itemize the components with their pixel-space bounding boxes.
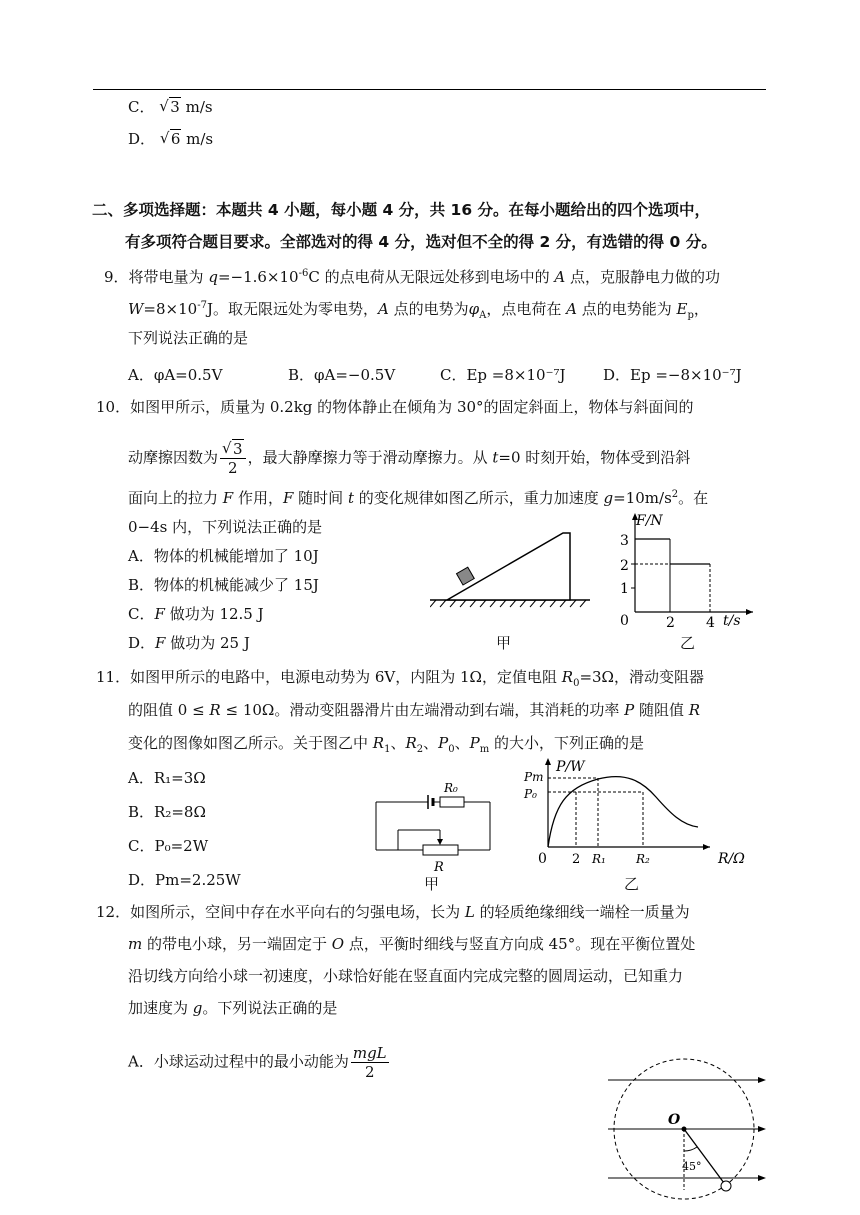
q9-line1: 9．将带电量为 $q=-1.6\times 10^{-6}C$ 的点电荷从无限远处移到电场中的 A 点，克服静电力做的功 — [104, 268, 720, 286]
option-d-root: 6 — [170, 130, 181, 148]
q12-line4: 加速度为 g。下列说法正确的是 — [128, 999, 338, 1017]
fraction-sqrt3-over-2: √ $\frac{3}{2}$ — [220, 440, 246, 477]
rheostat-icon — [423, 845, 458, 855]
svg-text:4: 4 — [706, 615, 715, 630]
option-c-root: 3 — [170, 98, 180, 116]
svg-text:R₂: R₂ — [636, 852, 650, 866]
q11-option-c: C．P₀=2W — [128, 837, 209, 855]
header-rule — [93, 89, 766, 90]
option-c-unit: m/s — [185, 98, 213, 116]
q10-line4: 0−4s 内，下列说法正确的是 — [128, 518, 323, 536]
ball-icon — [721, 1181, 731, 1191]
q9-option-b: B．φA=−0.5V — [288, 366, 396, 384]
q11-line2: 的阻值 0 ≤ R ≤ 10Ω。滑动变阻器滑片由左端滑动到右端，其消耗的功率 P 随阻值 R — [128, 701, 701, 719]
q12-line2: m 的带电小球，另一端固定于 O 点，平衡时细线与竖直方向成 45°。现在平衡位置处 — [128, 935, 696, 953]
section-heading-line1: 二、多项选择题：本题共 4 小题，每小题 4 分，共 16 分。在每小题给出的四个选项中， — [92, 201, 711, 219]
q10-number: 10． — [96, 398, 131, 416]
q12-line1: 12．如图所示，空间中存在水平向右的匀强电场，长为 L 的轻质绝缘细线一端栓一质量为 — [96, 903, 690, 921]
q11-fig-yi-label: 乙 — [624, 875, 640, 893]
angle-label: 45° — [682, 1160, 702, 1173]
q10-line1: 10．如图甲所示，质量为 0.2kg 的物体静止在倾角为 30°的固定斜面上，物体与斜面间的 — [96, 398, 694, 416]
q12-line3: 沿切线方向给小球一初速度，小球恰好能在竖直面内完成完整的圆周运动，已知重力 — [128, 967, 684, 985]
q12-number: 12． — [96, 903, 131, 921]
f-t-ylabel: F/N — [636, 513, 663, 529]
p-r-graph — [520, 755, 760, 867]
q9-number: 9． — [104, 268, 129, 286]
slider-arrow-icon — [437, 839, 443, 845]
circuit-figure — [368, 778, 498, 873]
sqrt-symbol — [159, 97, 181, 117]
option-c — [128, 97, 213, 117]
q11-option-d: D．Pm=2.25W — [128, 871, 241, 889]
q10-option-c: C．F 做功为 12.5 J — [128, 605, 264, 623]
q10-option-b: B．物体的机械能减少了 15J — [128, 576, 319, 594]
svg-text:R₁: R₁ — [592, 852, 606, 866]
svg-text:0: 0 — [620, 613, 629, 629]
r-label: R — [434, 860, 444, 873]
svg-text:2: 2 — [666, 615, 675, 630]
f-t-graph — [610, 510, 760, 630]
f-t-xlabel: t/s — [723, 613, 741, 629]
q11-line1: 11．如图甲所示的电路中，电源电动势为 6V，内阻为 1Ω，定值电阻 $R_0=3\Omega$，滑动变阻器 — [96, 668, 704, 689]
option-d-unit: m/s — [186, 130, 214, 148]
option-d — [128, 129, 213, 149]
p-r-xlabel: R/Ω — [718, 851, 745, 867]
section-heading-line2: 有多项符合题目要求。全部选对的得 4 分，选对但不全的得 2 分，有选错的得 0 分。 — [125, 233, 717, 251]
q10-line3: 面向上的拉力 F 作用，F 随时间 t 的变化规律如图乙所示，重力加速度 $g=10m/s^2$。在 — [128, 489, 709, 507]
svg-text:0: 0 — [538, 851, 547, 867]
resistor-r0-icon — [440, 797, 464, 807]
q9-line3: 下列说法正确的是 — [128, 329, 249, 347]
block-icon — [457, 567, 475, 585]
o-label: O — [668, 1112, 681, 1128]
q9-line2: $W=8\times 10^{-7}J$。取无限远处为零电势，A 点的电势为$\varphi_A$，点电荷在 A 点的电势能为 $E_p$， — [128, 300, 709, 321]
q9-option-d: D．Ep =−8×10⁻⁷J — [603, 366, 742, 384]
svg-text:Pm: Pm — [524, 770, 544, 784]
r0-label: R₀ — [444, 781, 458, 795]
q12-option-a: A．小球运动过程中的最小动能为 $\frac{\text{mgL}}{2}$ — [128, 1044, 387, 1081]
q10-option-a: A．物体的机械能增加了 10J — [128, 547, 319, 565]
svg-text:2: 2 — [572, 852, 581, 867]
svg-text:2: 2 — [620, 558, 629, 574]
q9-option-c: C．Ep =8×10⁻⁷J — [440, 366, 566, 384]
q9-option-a: A．φA=0.5V — [128, 366, 223, 384]
q11-option-b: B．R₂=8Ω — [128, 803, 206, 821]
svg-text:3: 3 — [620, 533, 629, 549]
q11-number: 11． — [96, 668, 131, 686]
q10-line2: 动摩擦因数为 √ $\frac{3}{2}$ ，最大静摩擦力等于滑动摩擦力。从 t=0 时刻开始，物体受到沿斜 — [128, 440, 690, 477]
svg-text:P₀: P₀ — [524, 787, 537, 801]
pivot-o-icon — [682, 1127, 687, 1132]
incline-figure — [430, 525, 590, 610]
p-r-ylabel: P/W — [556, 759, 585, 775]
q10-option-d: D．F 做功为 25 J — [128, 634, 250, 652]
q11-option-a: A．R₁=3Ω — [128, 769, 206, 787]
q10-fig-yi-label: 乙 — [680, 634, 696, 652]
fraction-mgl-over-2: $\frac{\text{mgL}}{2}$ — [352, 1044, 387, 1081]
option-d-label: D． — [128, 130, 156, 148]
q11-line3: 变化的图像如图乙所示。关于图乙中 $R_1$、$R_2$、$P_0$、$P_m$ 的大小，下列正确的是 — [128, 734, 644, 755]
q11-fig-jia-label: 甲 — [424, 875, 440, 893]
sqrt-symbol — [160, 129, 182, 149]
option-c-label: C． — [128, 98, 155, 116]
svg-text:1: 1 — [620, 581, 629, 597]
circle-motion-figure — [598, 1030, 773, 1215]
q10-fig-jia-label: 甲 — [496, 634, 512, 652]
